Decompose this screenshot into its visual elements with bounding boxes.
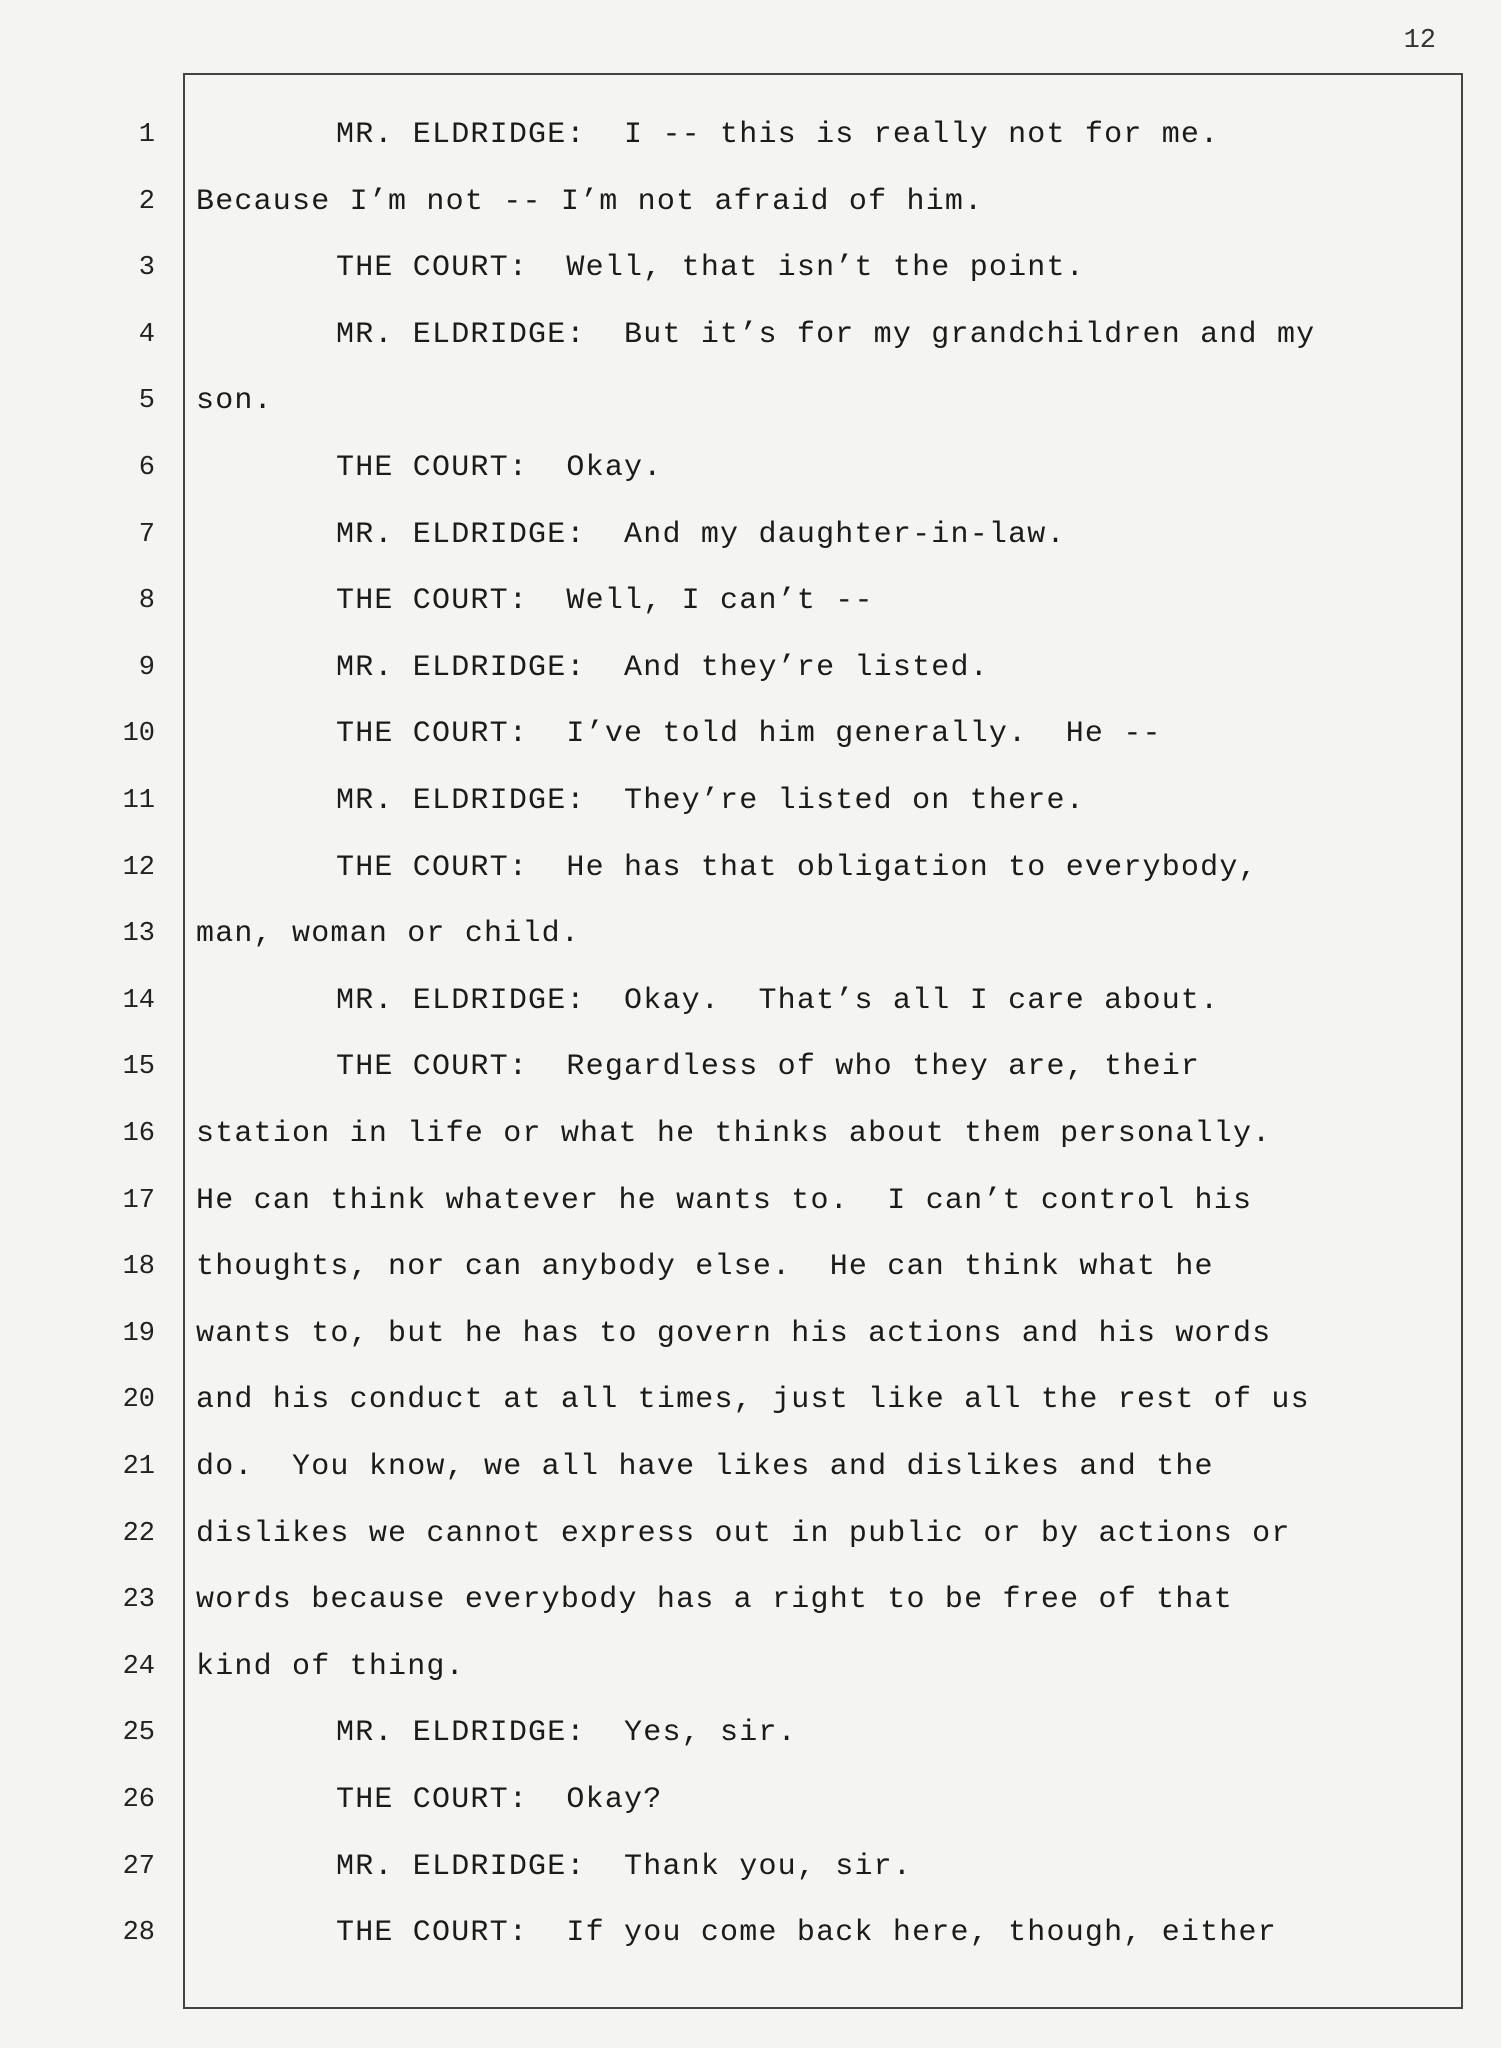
line-number: 10 (122, 719, 155, 749)
line-number: 1 (138, 120, 155, 150)
line-number: 13 (122, 919, 155, 949)
transcript-line: kind of thing. (196, 1650, 465, 1684)
transcript-line: THE COURT: If you come back here, though, either (336, 1916, 1277, 1950)
transcript-line: thoughts, nor can anybody else. He can think what he (196, 1250, 1214, 1284)
line-number: 21 (122, 1452, 155, 1482)
line-number: 3 (138, 253, 155, 283)
transcript-line: MR. ELDRIDGE: But it’s for my grandchildren and my (336, 318, 1316, 352)
line-number: 9 (138, 653, 155, 683)
transcript-line: station in life or what he thinks about them personally. (196, 1117, 1272, 1151)
transcript-line: MR. ELDRIDGE: Yes, sir. (336, 1716, 797, 1750)
line-number: 28 (122, 1918, 155, 1948)
line-number: 20 (122, 1385, 155, 1415)
transcript-line: MR. ELDRIDGE: And they’re listed. (336, 651, 989, 685)
line-number: 14 (122, 986, 155, 1016)
transcript-line: THE COURT: Okay. (336, 451, 663, 485)
transcript-line: THE COURT: Well, that isn’t the point. (336, 251, 1085, 285)
transcript-line: words because everybody has a right to be free of that (196, 1583, 1233, 1617)
line-number: 24 (122, 1652, 155, 1682)
line-number: 16 (122, 1119, 155, 1149)
line-number: 6 (138, 453, 155, 483)
line-number: 2 (138, 187, 155, 217)
transcript-line: THE COURT: I’ve told him generally. He -- (336, 717, 1162, 751)
line-number: 25 (122, 1718, 155, 1748)
line-number: 15 (122, 1052, 155, 1082)
line-number: 19 (122, 1319, 155, 1349)
line-number: 26 (122, 1785, 155, 1815)
transcript-line: MR. ELDRIDGE: Thank you, sir. (336, 1850, 913, 1884)
transcript-line: Because I’m not -- I’m not afraid of him. (196, 185, 984, 219)
line-number: 11 (122, 786, 155, 816)
line-number: 22 (122, 1519, 155, 1549)
line-number: 17 (122, 1186, 155, 1216)
line-number: 7 (138, 520, 155, 550)
page-number: 12 (1403, 26, 1436, 56)
line-number: 12 (122, 853, 155, 883)
line-number: 8 (138, 586, 155, 616)
transcript-line: He can think whatever he wants to. I can’t control his (196, 1184, 1253, 1218)
transcript-line: THE COURT: He has that obligation to everybody, (336, 851, 1258, 885)
transcript-line: wants to, but he has to govern his actions and his words (196, 1317, 1272, 1351)
transcript-line: MR. ELDRIDGE: Okay. That’s all I care about. (336, 984, 1220, 1018)
transcript-line: MR. ELDRIDGE: I -- this is really not for me. (336, 118, 1220, 152)
transcript-line: dislikes we cannot express out in public or by actions or (196, 1517, 1291, 1551)
transcript-line: do. You know, we all have likes and dislikes and the (196, 1450, 1214, 1484)
line-number: 27 (122, 1852, 155, 1882)
transcript-line: MR. ELDRIDGE: They’re listed on there. (336, 784, 1085, 818)
line-number: 18 (122, 1252, 155, 1282)
transcript-line: THE COURT: Regardless of who they are, their (336, 1050, 1201, 1084)
transcript-line: THE COURT: Well, I can’t -- (336, 584, 874, 618)
transcript-line: MR. ELDRIDGE: And my daughter-in-law. (336, 518, 1066, 552)
transcript-line: THE COURT: Okay? (336, 1783, 663, 1817)
line-number: 4 (138, 320, 155, 350)
line-number: 5 (138, 386, 155, 416)
transcript-line: son. (196, 384, 273, 418)
line-number: 23 (122, 1585, 155, 1615)
transcript-line: man, woman or child. (196, 917, 581, 951)
transcript-line: and his conduct at all times, just like all the rest of us (196, 1383, 1310, 1417)
